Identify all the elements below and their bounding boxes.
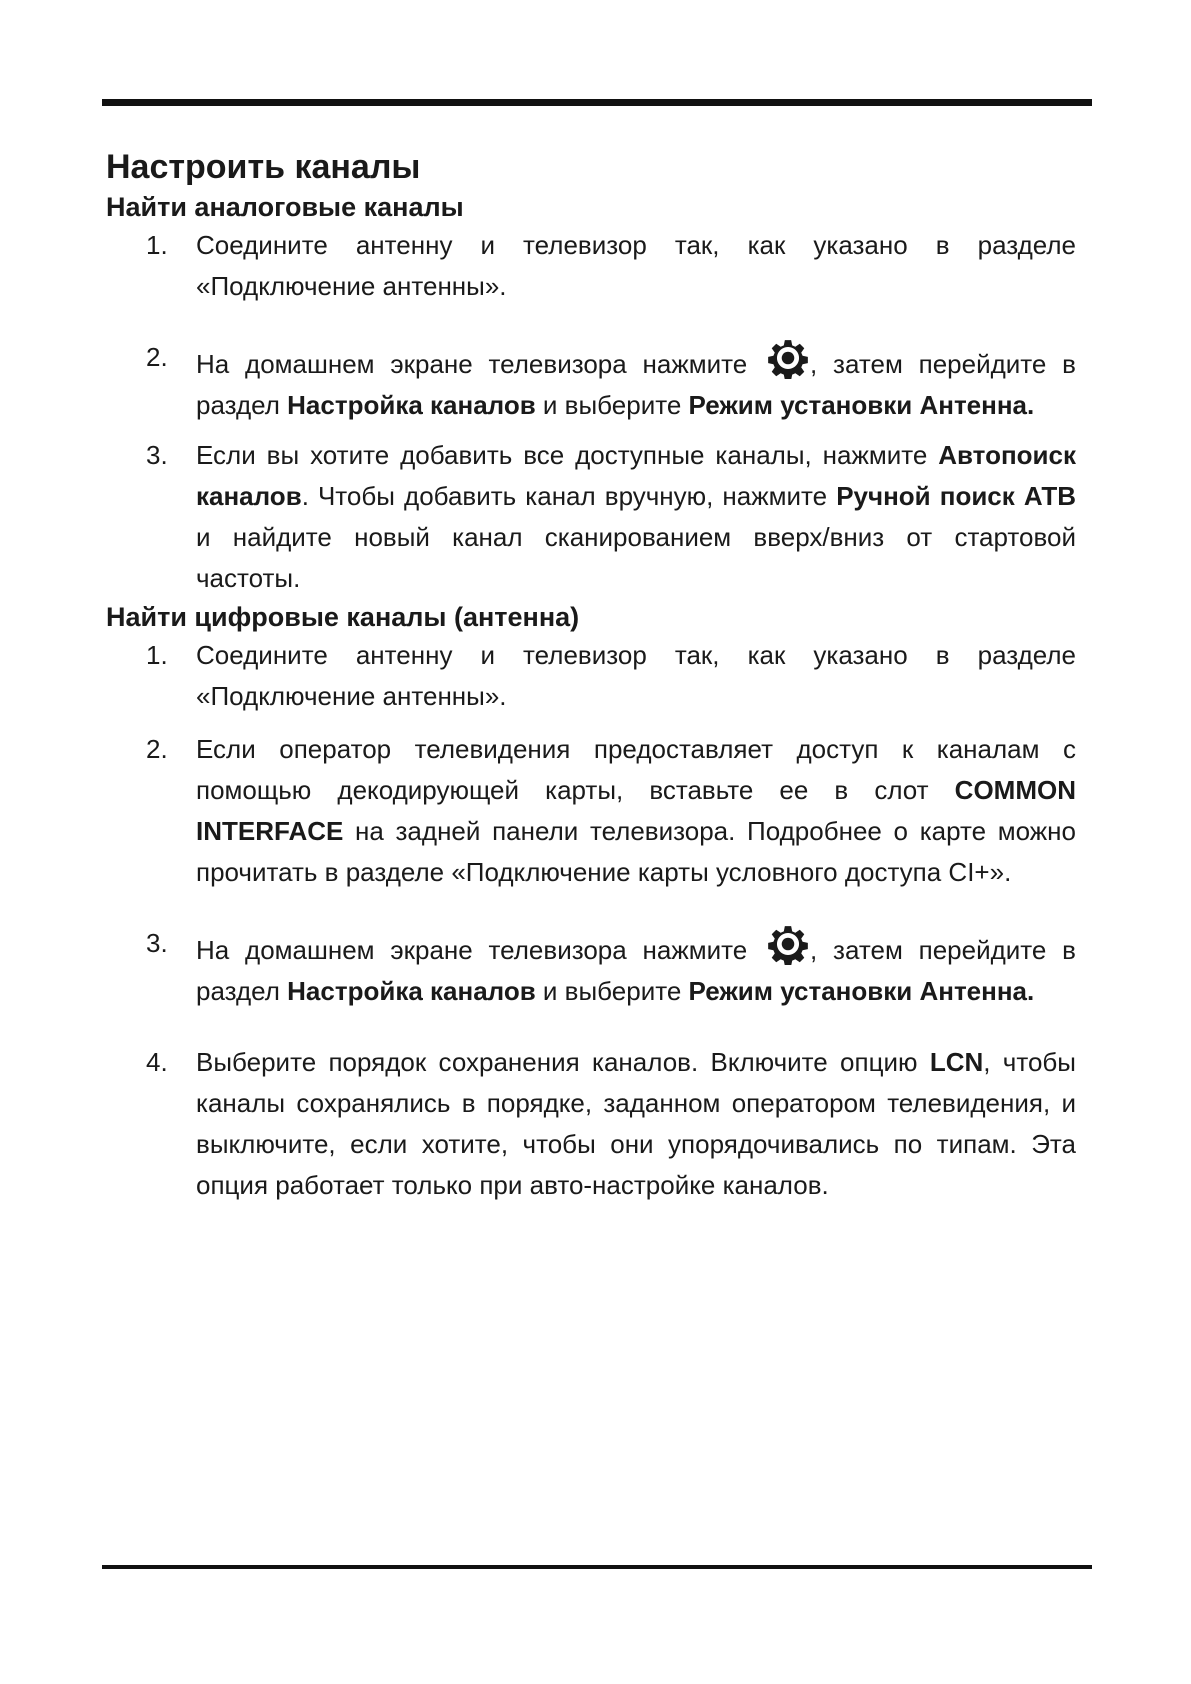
step-text: Соедините антенну и телевизор так, как указано в разделе «Подключение антенны». xyxy=(196,640,1076,711)
list-item xyxy=(106,435,1076,599)
list-item xyxy=(106,635,1076,717)
page-title: Настроить каналы xyxy=(106,148,421,186)
step-number: 3. xyxy=(146,440,168,470)
gear-icon xyxy=(767,337,809,379)
list-item xyxy=(106,923,1076,1012)
install-mode-name: Режим установки Антенна. xyxy=(688,390,1035,420)
step-number: 1. xyxy=(146,230,168,260)
step-text: и найдите новый канал сканированием вверх/вниз от стартовой частоты. xyxy=(196,522,1076,593)
step-text: Если оператор телевидения предоставляет доступ к каналам с помощью декодирующей карты, вставьте ее в слот xyxy=(196,734,1076,805)
autosearch-option: Автопоиск каналов xyxy=(196,440,1076,511)
step-number: 2. xyxy=(146,734,168,764)
step-text: на задней панели телевизора. Подробнее о карте можно прочитать в разделе «Подключение карты условного доступа CI+». xyxy=(196,816,1076,887)
install-mode-name: Режим установки Антенна. xyxy=(688,976,1035,1006)
step-text: На домашнем экране телевизора нажмите xyxy=(196,935,764,965)
step-number: 1. xyxy=(146,640,168,670)
settings-section-name: Настройка каналов xyxy=(287,390,536,420)
step-text: Если вы хотите добавить все доступные каналы, нажмите xyxy=(196,440,939,470)
step-number: 2. xyxy=(146,342,168,372)
step-text: На домашнем экране телевизора нажмите xyxy=(196,349,764,379)
list-item xyxy=(106,1042,1076,1206)
list-item xyxy=(106,225,1076,307)
step-text: . Чтобы добавить канал вручную, нажмите xyxy=(301,481,837,511)
section-heading-digital: Найти цифровые каналы (антенна) xyxy=(106,602,580,632)
page-content xyxy=(106,145,1076,1206)
manual-search-option: Ручной поиск АТВ xyxy=(836,481,1076,511)
step-text: Выберите порядок сохранения каналов. Включите опцию xyxy=(196,1047,930,1077)
step-text: и выберите xyxy=(535,976,689,1006)
slot-name: COMMON INTERFACE xyxy=(196,775,1076,846)
step-text: , затем перейдите в раздел xyxy=(196,349,1076,420)
lcn-option: LCN xyxy=(929,1047,984,1077)
section-heading-analog: Найти аналоговые каналы xyxy=(106,192,464,222)
gear-icon xyxy=(767,923,809,965)
list-item xyxy=(106,729,1076,893)
analog-steps-list xyxy=(106,225,1076,599)
step-text: Соедините антенну и телевизор так, как указано в разделе «Подключение антенны». xyxy=(196,230,1076,301)
step-text: и выберите xyxy=(535,390,689,420)
bottom-rule xyxy=(102,1565,1092,1569)
top-rule xyxy=(102,99,1092,106)
step-text: , затем перейдите в раздел xyxy=(196,935,1076,1006)
step-number: 3. xyxy=(146,928,168,958)
list-item xyxy=(106,337,1076,426)
step-text: , чтобы каналы сохранялись в порядке, заданном оператором телевидения, и выключите, если хотите, чтобы они упорядочивались по типам. Эта опция работает только при авто-настройке каналов. xyxy=(196,1047,1076,1200)
settings-section-name: Настройка каналов xyxy=(287,976,536,1006)
step-number: 4. xyxy=(146,1047,168,1077)
digital-steps-list xyxy=(106,635,1076,1206)
